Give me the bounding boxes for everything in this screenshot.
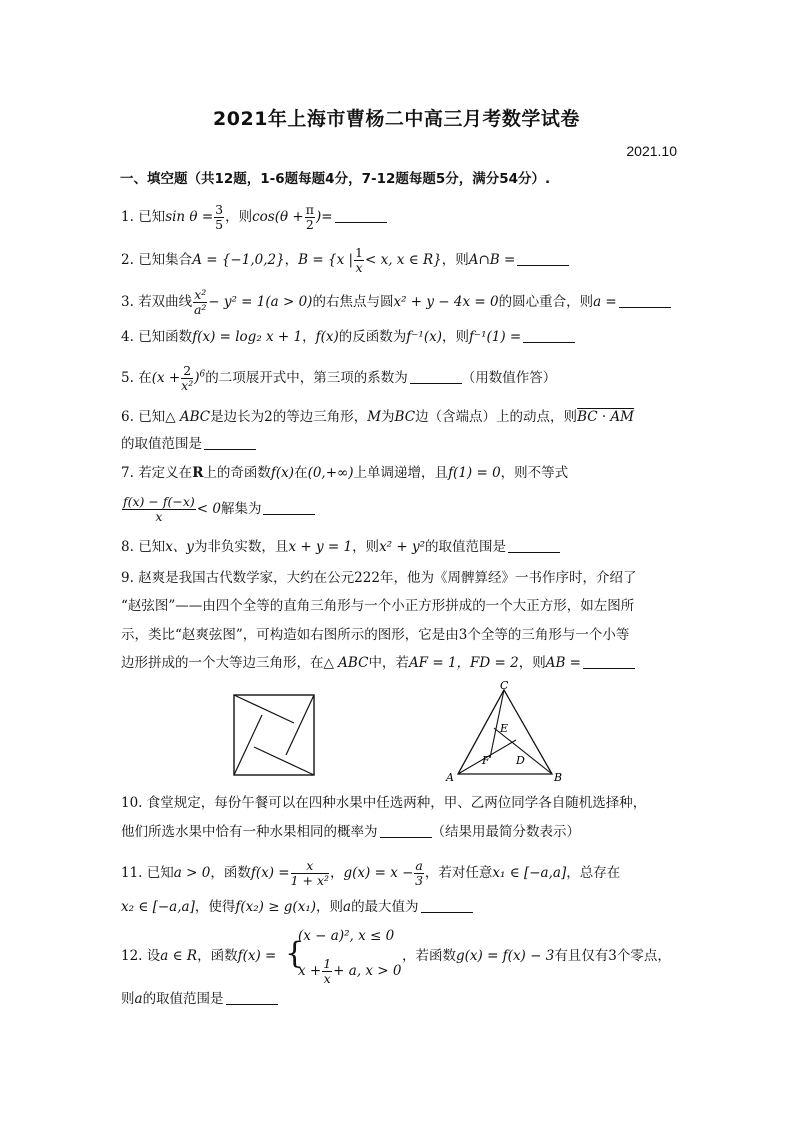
label-f: F [482,754,490,767]
question-12: 12. 设a ∈ R，函数f(x) = [121,948,277,964]
question-11-line2: x₂ ∈ [−a,a]，使得f(x₂) ≥ g(x₁)，则a的最大值为 [121,897,473,917]
question-9-line2: “赵弦图”——由四个全等的直角三角形与一个小正方形拼成的一个大正方形，如左图所 [121,598,635,614]
answer-blank[interactable] [583,654,635,669]
question-8: 8. 已知x、y为非负实数，且x + y = 1，则x² + y²的取值范围是 [121,537,560,557]
page-title: 2021年上海市曹杨二中高三月考数学试卷 [213,108,580,130]
answer-blank[interactable] [204,435,256,450]
answer-blank[interactable] [410,369,462,384]
question-7-line2: $\frac{f(x) - f(-x)}{x}$ < 0解集为 [121,495,315,524]
answer-blank[interactable] [380,823,432,838]
question-3: 3. 若双曲线 $\frac{\text{x²}}{\text{a²}}$ − y² = 1(a > 0)的右焦点与圆x² + y − 4x = 0的圆心重合，则a = [121,288,671,317]
question-12-tail: ，若函数g(x) = f(x) − 3有且仅有3个零点， [402,948,671,964]
question-1: 1. 已知sin θ = $\frac{3}{5}$ ，则cos(θ + $\frac{\pi}{2}$ )= [121,203,387,232]
question-6: 6. 已知△ ABC是边长为2的等边三角形，M为BC边（含端点）上的动点，则BC · AM [121,409,635,425]
piecewise-case-1: (x − a)², x ≤ 0 [298,928,395,944]
question-5: 5. 在(x + $\frac{2}{\text{x²}}$ )$^6$的二项展开式中，第三项的系数为 （用数值作答） [121,363,557,393]
question-10: 10. 食堂规定，每份午餐可以在四种水果中任选两种，甲、乙两位同学各自随机选择种， [121,795,647,811]
question-7: 7. 若定义在R上的奇函数f(x)在(0,+∞)上单调递增，且f(1) = 0，则不等式 [121,465,569,481]
section-heading: 一、填空题（共12题，1-6题每题4分，7-12题每题5分，满分54分）. [120,171,551,187]
question-2: 2. 已知集合A = {−1,0,2}，B = {x | $\frac{1}{x}$ < x, x ∈ R}，则A∩B = [121,246,569,275]
label-c: C [500,680,509,692]
answer-blank[interactable] [523,328,575,343]
equilateral-triangle-figure [442,680,570,786]
question-12-line2: 则a的取值范围是 [121,989,278,1009]
label-a: A [446,771,454,784]
piecewise-case-2: x + $\frac{1}{x}$ + a, x > 0 [298,956,402,986]
exam-date: 2021.10 [626,143,677,159]
label-b: B [554,771,563,784]
piecewise-brace: { [285,936,305,971]
label-d: D [516,754,525,767]
answer-blank[interactable] [508,538,560,553]
answer-blank[interactable] [226,990,278,1005]
answer-blank[interactable] [619,293,671,308]
answer-blank[interactable] [517,251,569,266]
label-e: E [500,722,509,735]
answer-blank[interactable] [421,898,473,913]
question-9-line3: 示，类比“赵爽弦图”，可构造如右图所示的图形，它是由3个全等的三角形与一个小等 [121,627,630,643]
question-10-line2: 他们所选水果中恰有一种水果相同的概率为 （结果用最简分数表示） [121,824,580,840]
question-4: 4. 已知函数f(x) = log₂ x + 1，f(x)的反函数为f⁻¹(x)，则f⁻¹(1) = [121,327,575,347]
question-11: 11. 已知a > 0，函数f(x) = $\frac{x}{\text{1 + x²}}$ ，g(x) = x − $\frac{a}{3}$ ，若对任意x₁ ∈ [−a,a]，总存在 [121,858,621,888]
question-6-line2: 的取值范围是 [121,434,256,454]
answer-blank[interactable] [335,208,387,223]
zhao-shuang-square-figure [232,693,316,777]
question-9-line4: 边形拼成的一个大等边三角形，在△ ABC中，若AF = 1，FD = 2，则AB = [121,653,635,673]
answer-blank[interactable] [263,500,315,515]
question-9: 9. 赵爽是我国古代数学家，大约在公元222年，他为《周髀算经》一书作序时，介绍了 [121,570,637,586]
